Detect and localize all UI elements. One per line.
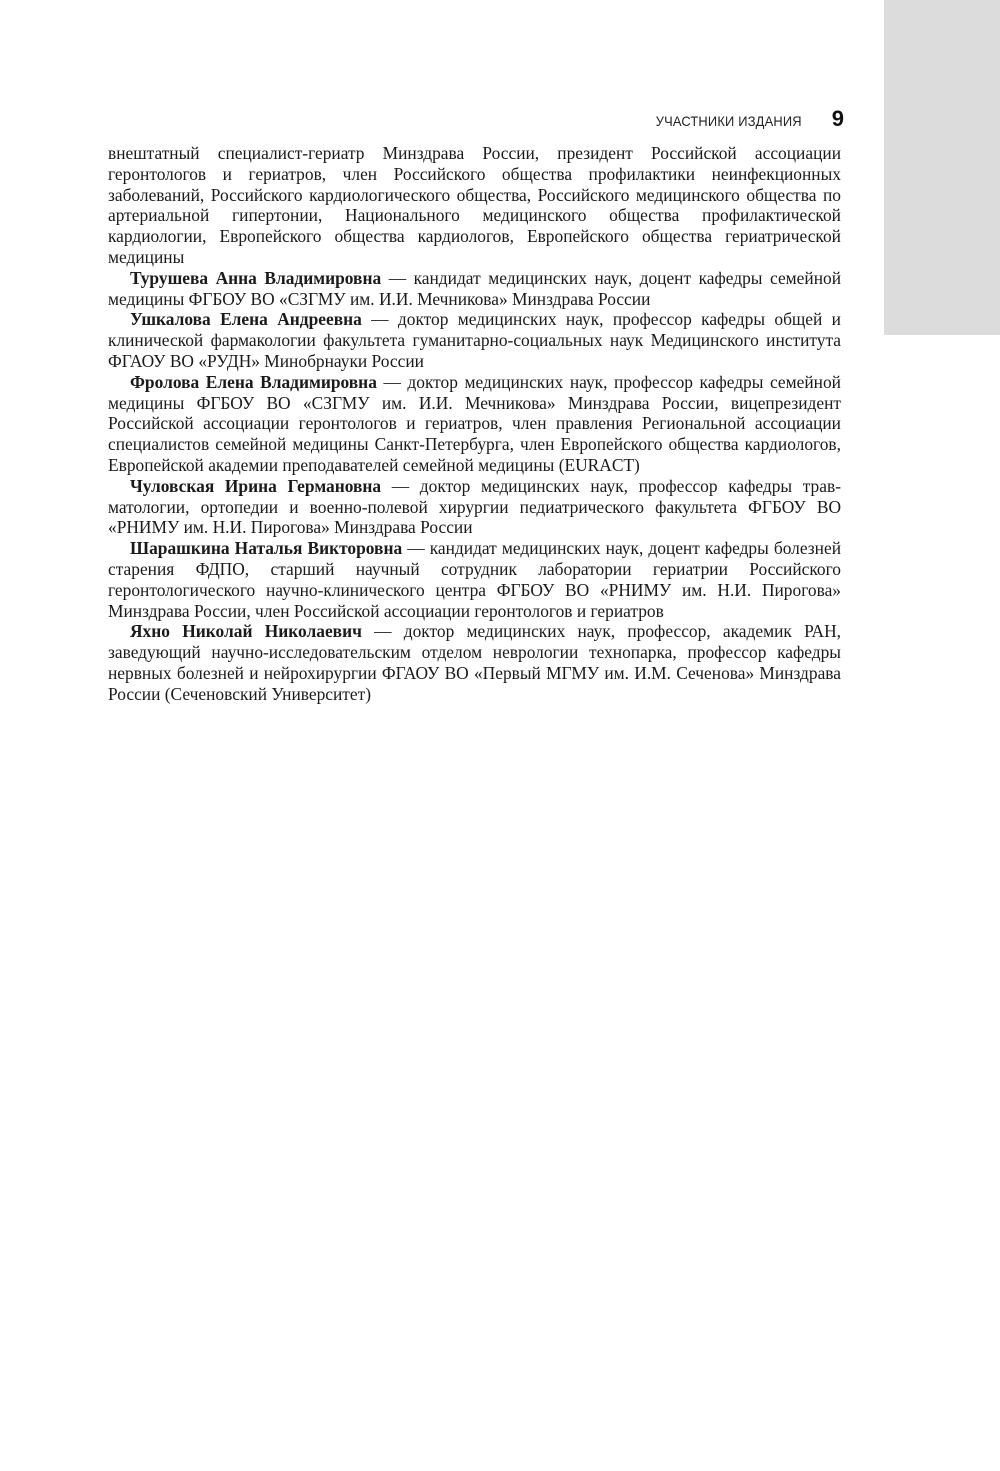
contributor-name: Чуловская Ирина Германовна	[130, 475, 382, 496]
section-title: УЧАСТНИКИ ИЗДАНИЯ	[655, 113, 802, 129]
contributor-name: Фролова Елена Владимировна	[130, 371, 377, 392]
contributor-description: — доктор медицинских наук, профессор кафедры семейной медицины ФГБОУ ВО «СЗГМУ им. И.И. Мечникова» Минздрава России, вицепрезидент Российской ассоциации геронтологов и гериатров, член правления Региональной ассоциации специалистов семейной медицины Санкт-Петербурга, член Европейского общества кардиологов, Европейской академии преподавателей семейной медицины (EURACT)	[108, 371, 841, 475]
contributor-name: Шарашкина Наталья Викторовна	[130, 538, 403, 559]
contributor-entry	[108, 476, 841, 538]
contributor-entry	[108, 372, 841, 476]
contributor-description: — кандидат медицинских наук, доцент кафедры семейной медицины ФГБОУ ВО «СЗГМУ им. И.И. Мечникова» Минздрава России	[108, 267, 841, 309]
contributor-description: — доктор медицинских наук, профессор, академик РАН, заведующий научно-исследовательским отделом неврологии технопарка, профессор кафедры нервных болезней и нейрохирургии ФГАОУ ВО «Первый МГМУ им. И.М. Сеченова» Минздрава России (Сеченовский Университет)	[108, 621, 841, 704]
page-number: 9	[831, 106, 844, 131]
contributor-name: Ушкалова Елена Андреевна	[130, 309, 362, 330]
contributors-list	[108, 143, 841, 705]
chapter-thumb-tab	[884, 0, 1000, 335]
contributor-entry	[108, 309, 841, 371]
contributor-description: — кандидат медицинских наук, доцент кафедры болезней старения ФДПО, старший научный сотрудник лаборатории гериатрии Российского геронтологического научно-клинического центра ФГБОУ ВО «РНИМУ им. Н.И. Пирогова» Минздрава России, член Российской ассоциации геронтологов и гериатров	[108, 538, 841, 621]
contributor-entry	[108, 538, 841, 621]
contributor-name: Турушева Анна Владимировна	[130, 267, 382, 288]
contributor-description: — доктор медицинских наук, профессор кафедры общей и клинической фармакологии факультета гуманитарно-социальных наук Медицинского института ФГАОУ ВО «РУДН» Минобрнауки России	[108, 309, 841, 371]
running-header	[560, 106, 844, 136]
contributor-description: — доктор медицинских наук, профессор кафедры травматологии, ортопедии и военно-полевой хирургии педиатрического факультета ФГБОУ ВО «РНИМУ им. Н.И. Пирогова» Минздрава России	[108, 475, 841, 538]
contributor-entry	[108, 268, 841, 310]
contributor-name: Яхно Николай Николаевич	[130, 621, 362, 642]
continuation-paragraph: внештатный специалист-гериатр Минздрава России, президент Российской ассоциации геронтологов и гериатров, член Российского общества профилактики неинфекционных заболеваний, Российского кардиологического общества, Российского медицинского общества по артериальной гипертонии, Национального медицинского общества профилактической кардиологии, Европейского общества кардиологов, Европейского общества гериатрической медицины	[108, 143, 841, 267]
contributor-entry	[108, 621, 841, 704]
